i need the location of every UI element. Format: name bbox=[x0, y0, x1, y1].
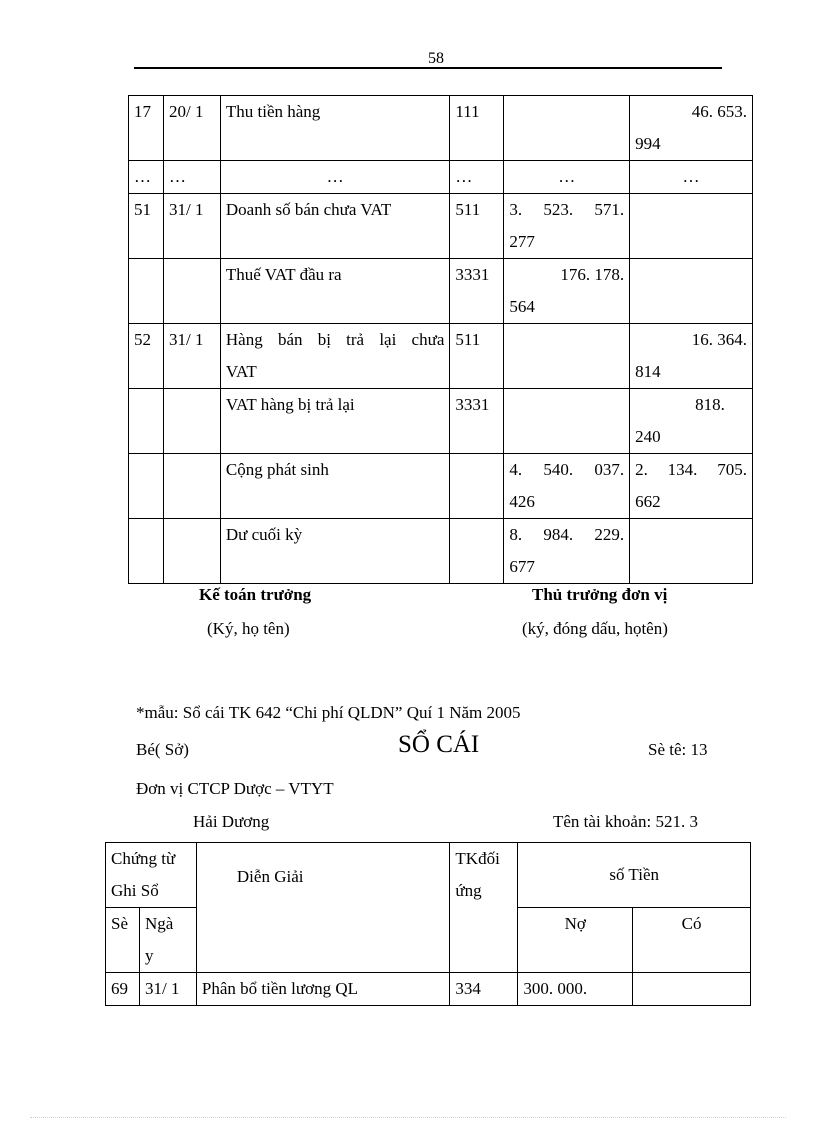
row-account: 111 bbox=[450, 96, 504, 161]
header-rule bbox=[134, 67, 722, 69]
footer-dotted-line bbox=[30, 1117, 786, 1118]
row-account: 511 bbox=[450, 194, 504, 259]
row-description-text: Doanh số bán chưa VAT bbox=[225, 200, 392, 219]
row-date bbox=[163, 259, 220, 324]
row-description: … bbox=[220, 161, 449, 194]
row-description bbox=[220, 519, 449, 584]
row-description bbox=[220, 96, 449, 161]
credit-line-2: 662 bbox=[635, 492, 661, 511]
row-credit bbox=[630, 194, 753, 259]
credit-line-1: 16. 364. bbox=[691, 330, 747, 349]
row-account: 334 bbox=[450, 973, 518, 1006]
contra-account-header bbox=[450, 843, 518, 973]
debit-header: Nợ bbox=[518, 908, 633, 973]
row-date: 31/ 1 bbox=[139, 973, 196, 1006]
row-credit bbox=[630, 96, 753, 161]
page-number: 58 bbox=[428, 50, 444, 67]
row-no: 51 bbox=[129, 194, 164, 259]
table-row bbox=[129, 454, 753, 519]
row-date: 31/ 1 bbox=[163, 194, 220, 259]
row-debit: 300. 000. bbox=[518, 973, 633, 1006]
table-row bbox=[106, 973, 751, 1006]
row-no bbox=[129, 259, 164, 324]
row-date: 31/ 1 bbox=[163, 324, 220, 389]
credit-header: Có bbox=[633, 908, 751, 973]
row-no: … bbox=[129, 161, 164, 194]
credit-line-2: 814 bbox=[635, 362, 661, 381]
ledger-title: SỔ CÁI bbox=[398, 731, 480, 758]
credit-line-2: 994 bbox=[635, 134, 661, 153]
row-credit bbox=[630, 324, 753, 389]
account-name: Tên tài khoản: 521. 3 bbox=[553, 812, 698, 831]
date-header-line-2: y bbox=[144, 946, 154, 965]
signature-right-sub: (ký, đóng dấu, họtên) bbox=[522, 619, 668, 638]
row-debit bbox=[504, 194, 630, 259]
debit-line-2: 564 bbox=[509, 297, 535, 316]
row-description-text: Dư cuối kỳ bbox=[225, 525, 303, 544]
amount-header: số Tiền bbox=[518, 843, 751, 908]
header-row bbox=[106, 843, 751, 908]
row-description: Phân bổ tiền lương QL bbox=[196, 973, 450, 1006]
table-row bbox=[129, 161, 753, 194]
row-credit bbox=[633, 973, 751, 1006]
debit-line-1: 8. 984. 229. bbox=[509, 525, 625, 544]
row-no bbox=[129, 454, 164, 519]
row-description bbox=[220, 389, 449, 454]
row-account: 3331 bbox=[450, 259, 504, 324]
ministry-label: Bé( Sở) bbox=[136, 740, 189, 759]
signature-left-sub: (Ký, họ tên) bbox=[207, 619, 290, 638]
signature-right-title: Thủ trưởng đơn vị bbox=[532, 585, 668, 604]
row-account bbox=[450, 519, 504, 584]
row-no bbox=[129, 519, 164, 584]
row-account: … bbox=[450, 161, 504, 194]
debit-line-2: 426 bbox=[509, 492, 535, 511]
row-debit bbox=[504, 454, 630, 519]
ledger-table-top bbox=[128, 95, 753, 584]
row-date bbox=[163, 454, 220, 519]
row-no: 52 bbox=[129, 324, 164, 389]
table-row bbox=[129, 96, 753, 161]
contra-account-header-line-2: ứng bbox=[455, 881, 482, 900]
row-description bbox=[220, 259, 449, 324]
row-description bbox=[220, 324, 449, 389]
signature-left-title: Kế toán trưởng bbox=[199, 585, 312, 604]
debit-line-2: 677 bbox=[509, 557, 535, 576]
row-description-text: Thuế VAT đầu ra bbox=[225, 265, 342, 284]
row-no: 69 bbox=[106, 973, 140, 1006]
table-row bbox=[129, 389, 753, 454]
voucher-header-line-2: Ghi Sổ bbox=[111, 881, 159, 900]
row-debit bbox=[504, 519, 630, 584]
number-header-text: Sè bbox=[111, 914, 128, 933]
description-header: Diễn Giải bbox=[196, 843, 450, 973]
row-date: … bbox=[163, 161, 220, 194]
row-account bbox=[450, 454, 504, 519]
row-credit bbox=[630, 389, 753, 454]
voucher-header-line-1: Chứng từ bbox=[111, 849, 176, 868]
credit-line-1: 818. bbox=[695, 395, 725, 414]
table-row bbox=[129, 519, 753, 584]
row-no bbox=[129, 389, 164, 454]
debit-line-1: 3. 523. 571. bbox=[509, 200, 625, 219]
row-description-text: Thu tiền hàng bbox=[225, 102, 321, 121]
desc-line-2: VAT bbox=[225, 362, 257, 381]
desc-line-1: Hàng bán bị trả lại chưa bbox=[225, 330, 445, 349]
row-date bbox=[163, 389, 220, 454]
debit-line-1: 4. 540. 037. bbox=[509, 460, 625, 479]
row-credit bbox=[630, 259, 753, 324]
row-date: 20/ 1 bbox=[163, 96, 220, 161]
section-caption: *mẫu: Sổ cái TK 642 “Chi phí QLDN” Quí 1 Năm 2005 bbox=[136, 703, 521, 722]
date-header bbox=[139, 908, 196, 973]
table-row bbox=[129, 324, 753, 389]
row-description bbox=[220, 454, 449, 519]
row-account: 511 bbox=[450, 324, 504, 389]
row-account: 3331 bbox=[450, 389, 504, 454]
row-description-text: VAT hàng bị trả lại bbox=[225, 395, 355, 414]
table-row bbox=[129, 259, 753, 324]
row-debit bbox=[504, 259, 630, 324]
debit-line-2: 277 bbox=[509, 232, 535, 251]
contra-account-header-line-1: TKđối bbox=[455, 849, 500, 868]
row-debit bbox=[504, 324, 630, 389]
row-description bbox=[220, 194, 449, 259]
credit-line-1: 46. 653. bbox=[691, 102, 747, 121]
sheet-number: Sè tê: 13 bbox=[648, 740, 708, 759]
ledger-table-bottom bbox=[105, 842, 751, 1006]
row-no: 17 bbox=[129, 96, 164, 161]
table-row bbox=[129, 194, 753, 259]
credit-line-2: 240 bbox=[635, 427, 661, 446]
date-header-line-1: Ngà bbox=[144, 914, 174, 933]
unit-name: Đơn vị CTCP Dược – VTYT bbox=[136, 779, 334, 798]
row-credit bbox=[630, 454, 753, 519]
credit-line-1: 2. 134. 705. bbox=[635, 460, 747, 479]
row-debit: … bbox=[504, 161, 630, 194]
row-debit bbox=[504, 96, 630, 161]
voucher-header bbox=[106, 843, 197, 908]
row-date bbox=[163, 519, 220, 584]
row-credit: … bbox=[630, 161, 753, 194]
debit-line-1: 176. 178. bbox=[560, 265, 625, 284]
row-description-text: Cộng phát sinh bbox=[225, 460, 329, 479]
number-header bbox=[106, 908, 140, 973]
row-credit bbox=[630, 519, 753, 584]
unit-location: Hải Dương bbox=[193, 812, 270, 831]
row-debit bbox=[504, 389, 630, 454]
